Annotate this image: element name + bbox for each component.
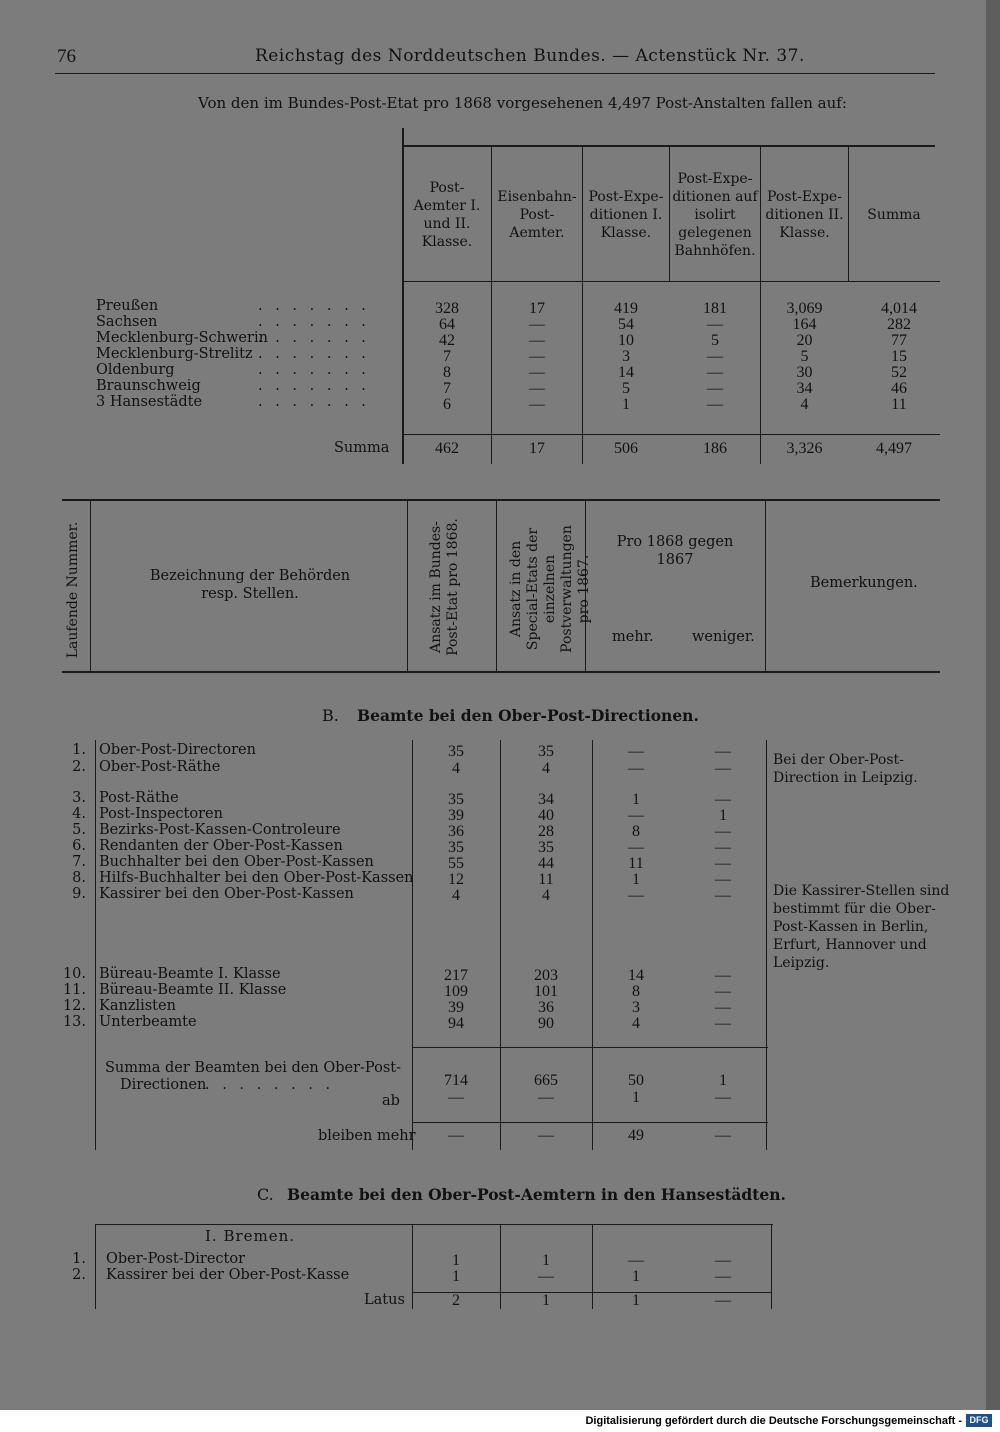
sectionB-remain-cell: — bbox=[448, 1127, 464, 1144]
sectionB-remain-cell: — bbox=[538, 1127, 554, 1144]
table1-cell: 3,069 bbox=[786, 300, 823, 317]
table1-cell: — bbox=[529, 364, 545, 381]
table1-cell: — bbox=[529, 380, 545, 397]
sectionB-sum-rule bbox=[412, 1047, 768, 1048]
table1-row-label: Mecklenburg-Strelitz bbox=[96, 346, 253, 362]
page-number: 76 bbox=[57, 46, 76, 67]
dfg-logo: DFG bbox=[966, 1414, 992, 1427]
table1-total-cell: 506 bbox=[614, 440, 638, 457]
table1-cell: 4 bbox=[800, 396, 809, 413]
sectionC-cell: — bbox=[538, 1268, 554, 1285]
sectionC-latus-cell: 2 bbox=[452, 1292, 460, 1309]
table1-cell: — bbox=[529, 332, 545, 349]
sectionB-vline bbox=[766, 740, 767, 1150]
sectionC-latus-cell: 1 bbox=[542, 1292, 550, 1309]
sectionB-row-number: 7. bbox=[72, 854, 86, 870]
sectionB-cell: 4 bbox=[542, 887, 550, 904]
table2-vline bbox=[496, 500, 497, 672]
table1-vline bbox=[582, 147, 583, 464]
table1-cell: 3 bbox=[622, 348, 630, 365]
sectionB-sum-cell: 1 bbox=[719, 1072, 727, 1089]
table1-cell: 54 bbox=[618, 316, 634, 333]
sectionC-cell: 1 bbox=[452, 1268, 460, 1285]
sectionC-row-number: 2. bbox=[72, 1267, 86, 1283]
sectionB-cell: 36 bbox=[448, 823, 464, 840]
sectionB-row-number: 5. bbox=[72, 822, 86, 838]
sectionB-row-label: Ober-Post-Räthe bbox=[99, 759, 221, 775]
sectionB-cell: — bbox=[715, 887, 731, 904]
table1-row-label: 3 Hansestädte bbox=[96, 394, 203, 410]
sectionB-row-label: Kanzlisten bbox=[99, 998, 176, 1014]
table1-cell: 17 bbox=[529, 300, 545, 317]
sectionB-ab-cell: — bbox=[448, 1089, 464, 1106]
sectionB-cell: 35 bbox=[538, 839, 554, 856]
table1-total-cell: 4,497 bbox=[876, 440, 912, 457]
table1-cell: 328 bbox=[435, 300, 459, 317]
table1-row-leader: . . . . . . . bbox=[258, 394, 370, 410]
table1-row-label: Braunschweig bbox=[96, 378, 201, 394]
table1-cell: 42 bbox=[439, 332, 455, 349]
table1-cell: 4,014 bbox=[881, 300, 917, 317]
table2-vline bbox=[765, 500, 766, 672]
sectionB-row-label: Unterbeamte bbox=[99, 1014, 197, 1030]
table1-cell: 10 bbox=[618, 332, 634, 349]
sectionB-row-label: Hilfs-Buchhalter bei den Ober-Post-Kassen bbox=[99, 870, 414, 886]
sectionB-cell: 35 bbox=[448, 791, 464, 808]
sectionB-cell: 35 bbox=[448, 743, 464, 760]
table1-vline bbox=[760, 147, 761, 464]
sectionC-letter: C. bbox=[257, 1185, 274, 1204]
sectionC-vline bbox=[500, 1224, 501, 1309]
sectionB-cell: — bbox=[628, 839, 644, 856]
sectionC-cell: 1 bbox=[542, 1252, 550, 1269]
table1-vline bbox=[491, 147, 492, 464]
table1-total-label: Summa bbox=[334, 440, 390, 456]
sectionB-row-number: 8. bbox=[72, 870, 86, 886]
sectionB-cell: 12 bbox=[448, 871, 464, 888]
sectionC-subheading: I. Bremen. bbox=[205, 1227, 296, 1245]
sectionB-row-number: 12. bbox=[62, 998, 86, 1014]
sectionB-cell: — bbox=[715, 823, 731, 840]
sectionB-cell: 109 bbox=[444, 983, 468, 1000]
table1-cell: 14 bbox=[618, 364, 634, 381]
sectionB-row-label: Büreau-Beamte II. Klasse bbox=[99, 982, 287, 998]
sectionB-remain-rule bbox=[412, 1122, 768, 1123]
sectionB-cell: — bbox=[628, 760, 644, 777]
table1-intro: Von den im Bundes-Post-Etat pro 1868 vorgesehenen 4,497 Post-Anstalten fallen auf: bbox=[198, 94, 847, 112]
sectionB-row-label: Bezirks-Post-Kassen-Controleure bbox=[99, 822, 341, 838]
sectionB-vline bbox=[500, 740, 501, 1150]
header-rule bbox=[55, 73, 935, 74]
sectionB-row-label: Büreau-Beamte I. Klasse bbox=[99, 966, 281, 982]
header-bezeichnung: Bezeichnung der Behörden resp. Stellen. bbox=[149, 568, 351, 602]
table1-total-cell: 3,326 bbox=[786, 440, 823, 457]
table1-header-rule bbox=[402, 281, 940, 282]
sectionB-remain-cell: — bbox=[715, 1127, 731, 1144]
sectionC-top-rule bbox=[95, 1224, 773, 1225]
sectionB-sum-label-line1: Summa der Beamten bei den Ober-Post- bbox=[105, 1060, 401, 1076]
table1-cell: 6 bbox=[443, 396, 451, 413]
sectionC-cell: 1 bbox=[632, 1268, 640, 1285]
table1-total-cell: 17 bbox=[529, 440, 545, 457]
sectionB-row-label: Ober-Post-Directoren bbox=[99, 742, 256, 758]
sectionC-title: Beamte bei den Ober-Post-Aemtern in den Hansestädten. bbox=[287, 1185, 786, 1204]
sectionB-cell: — bbox=[715, 855, 731, 872]
table1-row-label: Preußen bbox=[96, 298, 159, 314]
table1-row-label: Mecklenburg-Schwerin bbox=[96, 330, 268, 346]
table1-cell: — bbox=[707, 348, 723, 365]
sectionB-row-number: 6. bbox=[72, 838, 86, 854]
sectionB-cell: — bbox=[715, 871, 731, 888]
sectionC-vline bbox=[592, 1224, 593, 1309]
table2-top-rule bbox=[62, 499, 940, 501]
sectionB-cell: 8 bbox=[632, 823, 640, 840]
sectionB-cell: 1 bbox=[719, 807, 727, 824]
table2-vline bbox=[90, 500, 91, 672]
table1-cell: 181 bbox=[703, 300, 727, 317]
table1-col-header: Post-Expe-ditionen II. Klasse. bbox=[765, 189, 844, 241]
sectionB-cell: 3 bbox=[632, 999, 640, 1016]
sectionB-cell: 217 bbox=[444, 967, 468, 984]
table1-cell: 52 bbox=[891, 364, 907, 381]
sectionB-cell: — bbox=[628, 743, 644, 760]
sectionB-letter: B. bbox=[322, 706, 339, 725]
table1-row-label: Oldenburg bbox=[96, 362, 175, 378]
table1-cell: 20 bbox=[796, 332, 813, 349]
sectionB-cell: 101 bbox=[534, 983, 558, 1000]
table1-cell: 77 bbox=[891, 332, 907, 349]
table1-cell: 1 bbox=[622, 396, 630, 413]
running-title: Reichstag des Norddeutschen Bundes. — Actenstück Nr. 37. bbox=[255, 46, 805, 66]
sectionB-row-number: 10. bbox=[62, 966, 86, 982]
sectionB-row-label: Rendanten der Ober-Post-Kassen bbox=[99, 838, 343, 854]
sectionB-cell: — bbox=[715, 1015, 731, 1032]
table2-vline bbox=[407, 500, 408, 672]
sectionC-latus-cell: 1 bbox=[632, 1292, 640, 1309]
table1-row-leader: . . . . . . . bbox=[258, 378, 370, 394]
sectionB-cell: 35 bbox=[448, 839, 464, 856]
sectionC-latus-cell: — bbox=[715, 1292, 731, 1309]
sectionB-cell: — bbox=[715, 743, 731, 760]
sectionB-cell: 14 bbox=[628, 967, 644, 984]
table1-cell: 34 bbox=[796, 380, 813, 397]
table1-cell: 64 bbox=[439, 316, 455, 333]
sectionB-row-number: 13. bbox=[62, 1014, 86, 1030]
table1-vline bbox=[848, 147, 849, 281]
sectionB-cell: 90 bbox=[538, 1015, 554, 1032]
table1-col-header: Summa bbox=[867, 207, 921, 223]
sectionB-row-number: 11. bbox=[62, 982, 86, 998]
table1-cell: — bbox=[707, 316, 723, 333]
sectionB-ab-label: ab bbox=[382, 1093, 400, 1109]
sectionC-cell: — bbox=[715, 1268, 731, 1285]
table1-cell: 419 bbox=[614, 300, 638, 317]
table1-cell: 5 bbox=[622, 380, 630, 397]
sectionB-sum-label-line2: Directionen bbox=[120, 1077, 207, 1093]
sectionC-row-label: Kassirer bei der Ober-Post-Kasse bbox=[106, 1267, 350, 1283]
table1-col-header: Post-Expe-ditionen auf isolirt gelegenen Bahnhöfen. bbox=[672, 171, 758, 259]
sectionB-cell: 39 bbox=[448, 999, 464, 1016]
sectionC-vline bbox=[771, 1224, 772, 1309]
table1-col-header: Post-Aemter I. und II. Klasse. bbox=[413, 180, 481, 250]
sectionB-cell: — bbox=[715, 760, 731, 777]
sectionB-remark-leipzig: Bei der Ober-Post-Direction in Leipzig. bbox=[773, 752, 918, 786]
sectionC-vline bbox=[95, 1224, 96, 1309]
sectionB-ab-cell: — bbox=[715, 1089, 731, 1106]
table1-cell: 46 bbox=[891, 380, 907, 397]
sectionB-row-number: 9. bbox=[72, 886, 86, 902]
sectionB-vline bbox=[95, 740, 96, 1150]
header-ansatz-1867: Ansatz in den Special-Etats der einzelnen Postverwaltungen pro 1867. bbox=[508, 525, 592, 653]
table1-cell: — bbox=[707, 364, 723, 381]
table1-col-header: Eisenbahn-Post-Aemter. bbox=[497, 189, 577, 241]
table2-bottom-rule bbox=[62, 671, 940, 673]
sectionB-cell: — bbox=[628, 887, 644, 904]
sectionB-vline bbox=[412, 740, 413, 1150]
sectionB-row-label: Buchhalter bei den Ober-Post-Kassen bbox=[99, 854, 374, 870]
table1-cell: 8 bbox=[443, 364, 451, 381]
table1-vline bbox=[669, 147, 670, 281]
table1-cell: 5 bbox=[711, 332, 719, 349]
sectionB-cell: — bbox=[715, 791, 731, 808]
sectionB-cell: 28 bbox=[538, 823, 554, 840]
header-pro-1868-gegen-1867: Pro 1868 gegen 1867 bbox=[616, 534, 734, 568]
table1-row-leader: . . . . . . . bbox=[258, 362, 370, 378]
table1-row-leader: . . . . . . . bbox=[258, 330, 370, 346]
table1-cell: 7 bbox=[443, 380, 451, 397]
sectionB-cell: — bbox=[715, 983, 731, 1000]
sectionB-cell: 8 bbox=[632, 983, 640, 1000]
table1-cell: — bbox=[529, 316, 545, 333]
sectionB-ab-cell: 1 bbox=[632, 1089, 640, 1106]
sectionC-cell: 1 bbox=[452, 1252, 460, 1269]
sectionB-remain-label: bleiben mehr bbox=[318, 1128, 416, 1144]
table1-cell: 15 bbox=[891, 348, 907, 365]
table1-total-cell: 462 bbox=[435, 440, 459, 457]
sectionB-cell: 203 bbox=[534, 967, 558, 984]
sectionB-sum-cell: 665 bbox=[534, 1072, 558, 1089]
table1-cell: 5 bbox=[800, 348, 809, 365]
sectionB-cell: 11 bbox=[628, 855, 644, 872]
table1-cell: 164 bbox=[792, 316, 817, 333]
sectionB-sum-leader: . . . . . . . . bbox=[205, 1077, 335, 1093]
sectionB-cell: 39 bbox=[448, 807, 464, 824]
sectionB-cell: — bbox=[715, 967, 731, 984]
sectionC-cell: — bbox=[628, 1252, 644, 1269]
sectionB-remain-cell: 49 bbox=[628, 1127, 644, 1144]
sectionC-vline bbox=[412, 1224, 413, 1309]
sectionC-latus-label: Latus bbox=[364, 1292, 405, 1308]
header-weniger: weniger. bbox=[692, 629, 755, 645]
sectionB-title: Beamte bei den Ober-Post-Directionen. bbox=[357, 706, 699, 725]
header-ansatz-1868: Ansatz im Bundes-Post-Etat pro 1868. bbox=[428, 518, 461, 656]
sectionC-cell: — bbox=[715, 1252, 731, 1269]
table1-row-leader: . . . . . . . bbox=[258, 298, 370, 314]
footer-credit: Digitalisierung gefördert durch die Deutsche Forschungsgemeinschaft - bbox=[585, 1415, 962, 1427]
table1-row-leader: . . . . . . . bbox=[258, 346, 370, 362]
sectionB-cell: — bbox=[715, 839, 731, 856]
sectionB-cell: — bbox=[715, 999, 731, 1016]
table1-sum-rule bbox=[402, 434, 940, 435]
table1-cell: — bbox=[529, 396, 545, 413]
sectionB-row-number: 4. bbox=[72, 806, 86, 822]
table1-cell: — bbox=[707, 396, 723, 413]
table1-total-cell: 186 bbox=[703, 440, 727, 457]
header-laufende-nummer: Laufende Nummer. bbox=[65, 521, 81, 659]
sectionB-sum-cell: 50 bbox=[628, 1072, 644, 1089]
sectionB-cell: 44 bbox=[538, 855, 554, 872]
footer bbox=[0, 1410, 1000, 1432]
sectionB-cell: 1 bbox=[632, 871, 640, 888]
sectionB-row-label: Kassirer bei den Ober-Post-Kassen bbox=[99, 886, 354, 902]
sectionB-vline bbox=[592, 740, 593, 1150]
table1-cell: — bbox=[529, 348, 545, 365]
sectionB-cell: 36 bbox=[538, 999, 554, 1016]
table1-cell: 30 bbox=[796, 364, 813, 381]
sectionB-row-label: Post-Räthe bbox=[99, 790, 179, 806]
sectionB-cell: 1 bbox=[632, 791, 640, 808]
sectionC-row-number: 1. bbox=[72, 1251, 86, 1267]
table1-row-label: Sachsen bbox=[96, 314, 158, 330]
header-bemerkungen: Bemerkungen. bbox=[810, 575, 918, 591]
sectionB-cell: 40 bbox=[538, 807, 554, 824]
table1-cell: 7 bbox=[443, 348, 451, 365]
table1-cell: 11 bbox=[891, 396, 907, 413]
table1-row-leader: . . . . . . . bbox=[258, 314, 370, 330]
sectionB-ab-cell: — bbox=[538, 1089, 554, 1106]
sectionB-cell: — bbox=[628, 807, 644, 824]
table1-cell: 282 bbox=[887, 316, 911, 333]
sectionB-row-number: 3. bbox=[72, 790, 86, 806]
sectionB-row-number: 1. bbox=[72, 742, 86, 758]
sectionB-cell: 4 bbox=[452, 887, 460, 904]
sectionB-cell: 94 bbox=[448, 1015, 464, 1032]
scan-edge-shadow bbox=[986, 0, 1000, 1410]
sectionB-cell: 4 bbox=[632, 1015, 640, 1032]
table1-cell: — bbox=[707, 380, 723, 397]
sectionB-row-label: Post-Inspectoren bbox=[99, 806, 223, 822]
table1-col-header: Post-Expe-ditionen I. Klasse. bbox=[588, 189, 664, 241]
sectionB-row-number: 2. bbox=[72, 759, 86, 775]
sectionB-cell: 11 bbox=[538, 871, 554, 888]
sectionB-sum-cell: 714 bbox=[444, 1072, 468, 1089]
sectionB-cell: 4 bbox=[542, 760, 550, 777]
sectionB-cell: 34 bbox=[538, 791, 554, 808]
sectionB-cell: 4 bbox=[452, 760, 460, 777]
sectionB-cell: 55 bbox=[448, 855, 464, 872]
sectionB-cell: 35 bbox=[538, 743, 554, 760]
sectionB-remark-kassirer: Die Kassirer-Stellen sind bestimmt für die Ober-Post-Kassen in Berlin, Erfurt, Hannover und Leipzig. bbox=[773, 883, 950, 971]
header-mehr: mehr. bbox=[612, 629, 654, 645]
sectionC-row-label: Ober-Post-Director bbox=[106, 1251, 246, 1267]
